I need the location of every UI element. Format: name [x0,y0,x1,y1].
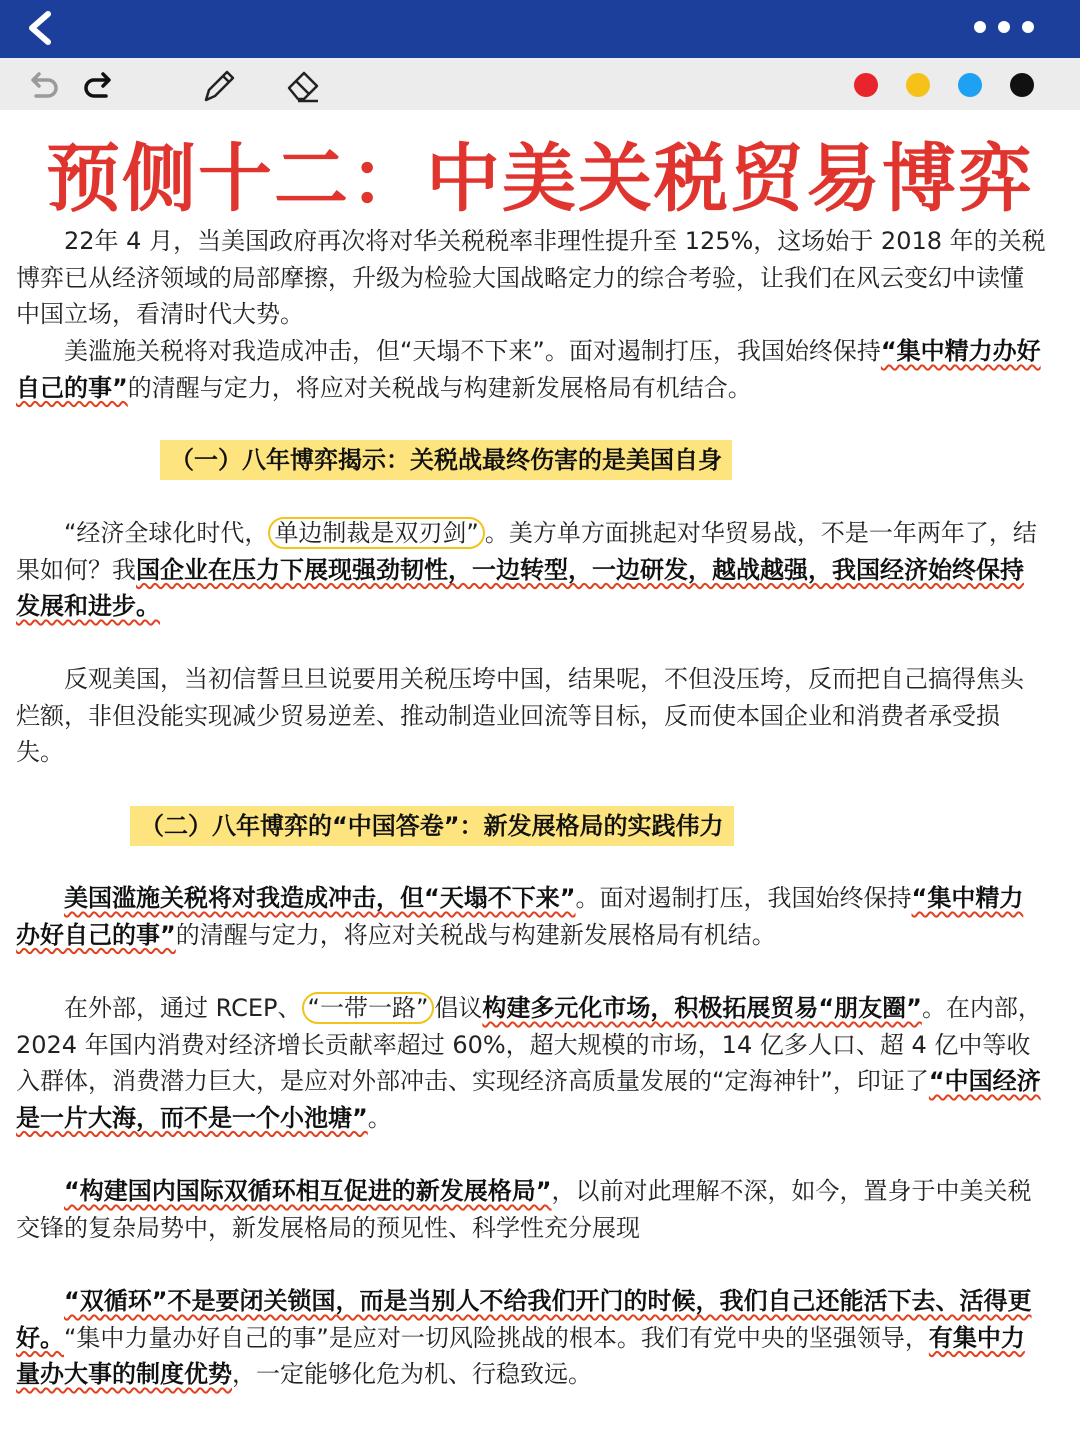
section2-paragraph-1 [16,880,1046,953]
text: 的清醒与定力，将应对关税战与构建新发展格局有机结。 [175,920,776,949]
text: 的清醒与定力，将应对关税战与构建新发展格局有机结合。 [127,373,752,402]
text: 。面对遏制打压，我国始终保持 [575,884,912,912]
intro-paragraph-2 [16,333,1046,406]
eraser-icon[interactable] [284,66,322,104]
text: 反观美国，当初信誓旦旦说要用关税压垮中国，结果呢，不但没压垮，反而把自己搞得焦头烂额，非但没能实现减少贸易逆差、推动制造业回流等目标，反而使本国企业和消费者承受损失。 [16,665,1024,766]
section2-paragraph-4 [16,1283,1046,1393]
undo-icon[interactable] [24,66,62,104]
circled-phrase: 单边制裁是双刃剑” [268,517,484,549]
text: 倡议 [434,994,483,1022]
section1-paragraph-2 [16,661,1046,771]
intro-text: 22年 4 月，当美国政府再次将对华关税税率非理性提升至 125%，这场始于 2018 年的关税博弈已从经济领域的局部摩擦，升级为检验大国战略定力的综合考验，让我们在风云变幻中读懂中国立场，看清时代大势。 [16,227,1046,328]
text: 。美方单方面挑起对华贸易战，不是一年两年了，结果如何？我 [16,519,1037,584]
color-red-swatch[interactable] [854,73,878,97]
color-yellow-swatch[interactable] [906,73,930,97]
key-phrase: “中国经济是一片大海，而不是一个小池塘” [16,1067,1041,1132]
section1-paragraph-1 [16,515,1046,625]
text: ，一定能够化危为机、行稳致远。 [232,1360,592,1388]
section2-paragraph-2 [16,990,1046,1136]
text: “经济全球化时代， [64,519,269,547]
key-phrase: “构建国内国际双循环相互促进的新发展格局” [64,1177,552,1205]
color-blue-swatch[interactable] [958,73,982,97]
circled-phrase: “一带一路” [302,992,435,1024]
key-phrase: “集中精力办好自己的事” [16,337,1041,402]
section2-paragraph-3 [16,1173,1046,1246]
key-phrase: 构建多元化市场，积极拓展贸易“朋友圈” [482,994,922,1022]
key-phrase: 国企业在压力下展现强劲韧性，一边转型，一边研发，越战越强，我国经济始终保持发展和进步。 [16,555,1024,620]
page-title: 预侧十二：中美关税贸易博弈 [46,136,1034,222]
key-phrase: 有集中力量办大事的制度优势 [16,1323,1025,1388]
back-arrow-icon[interactable] [22,10,58,46]
section-heading-1: （一）八年博弈揭示：关税战最终伤害的是美国自身 [160,440,732,480]
key-phrase: “双循环”不是要闭关锁国，而是当别人不给我们开门的时候，我们自己还能活下去、活得更好。 [16,1287,1032,1352]
section-heading-2: （二）八年博弈的“中国答卷”：新发展格局的实践伟力 [130,806,734,846]
key-phrase: “集中精力办好自己的事” [16,884,1024,949]
more-options-icon[interactable] [972,16,1036,38]
text: “集中力量办好自己的事”是应对一切风险挑战的根本。我们有党中央的坚强领导， [64,1323,929,1352]
key-phrase: 美国滥施关税将对我造成冲击，但“天塌不下来” [64,884,576,912]
top-nav-bar [0,0,1080,58]
text: ，以前对此理解不深，如今，置身于中美关税交锋的复杂局势中，新发展格局的预见性、科学性充分展现 [16,1177,1032,1242]
text: 。 [367,1103,392,1132]
redo-icon[interactable] [80,66,118,104]
text: 。在内部，2024 年国内消费对经济增长贡献率超过 60%，超大规模的市场，14 亿多人口、超 4 亿中等收入群体，消费潜力巨大，是应对外部冲击、实现经济高质量发展的“定海神针”，印证了 [16,994,1042,1095]
text: 在外部，通过 RCEP、 [64,994,302,1022]
pencil-icon[interactable] [200,66,238,104]
color-black-swatch[interactable] [1010,73,1034,97]
intro-paragraph-1 [16,223,1046,333]
text: 美滥施关税将对我造成冲击，但“天塌不下来”。面对遏制打压，我国始终保持 [64,337,881,365]
